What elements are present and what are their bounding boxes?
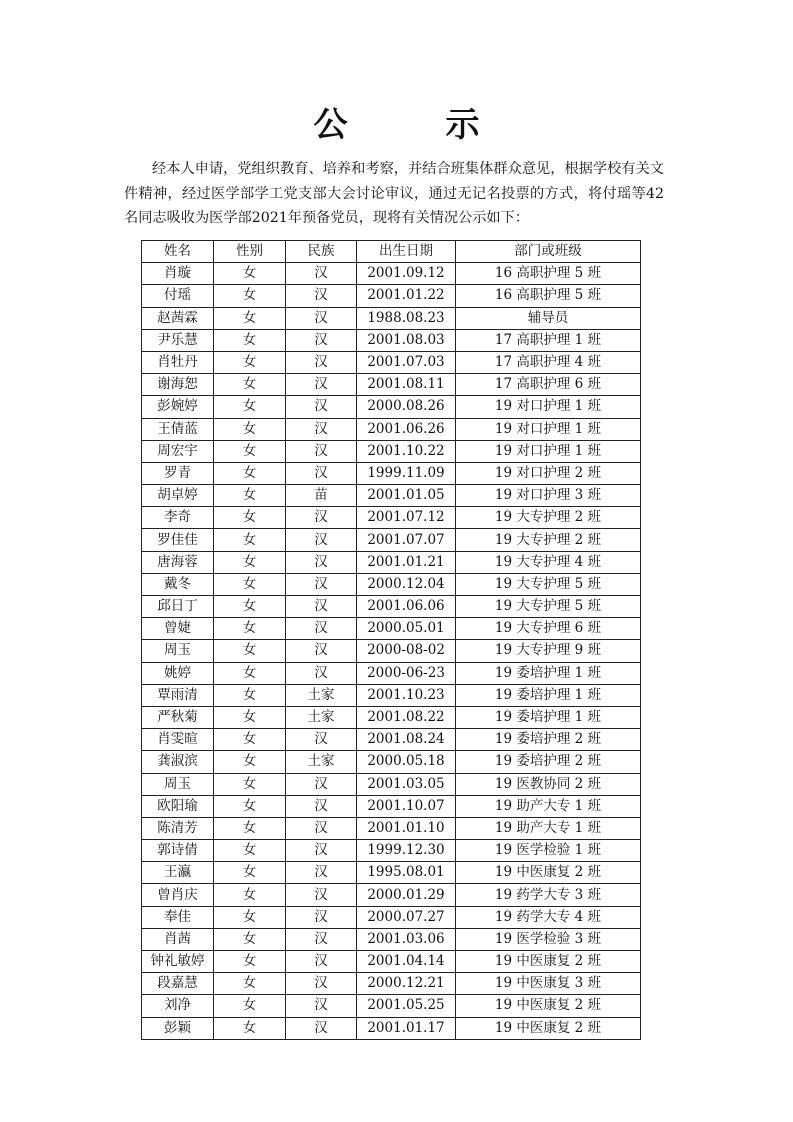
cell-ethnicity: 汉 [286,573,357,595]
cell-gender: 女 [214,640,286,662]
cell-ethnicity: 土家 [286,684,357,706]
cell-name: 王瀛 [142,862,214,884]
cell-birthdate: 2000.05.18 [357,751,456,773]
cell-class: 19 医学检验 3 班 [456,928,641,950]
cell-ethnicity: 汉 [286,840,357,862]
table-header-row [142,241,641,263]
cell-gender: 女 [214,462,286,484]
table-row [142,995,641,1017]
table-row [142,729,641,751]
cell-ethnicity: 汉 [286,596,357,618]
cell-class: 19 委培护理 2 班 [456,729,641,751]
cell-class: 19 对口护理 2 班 [456,462,641,484]
cell-ethnicity: 汉 [286,662,357,684]
cell-birthdate: 2001.03.05 [357,773,456,795]
cell-class: 19 对口护理 1 班 [456,418,641,440]
cell-name: 唐海蓉 [142,551,214,573]
cell-gender: 女 [214,618,286,640]
cell-name: 赵茜霖 [142,307,214,329]
header-name: 姓名 [142,241,214,263]
cell-birthdate: 2001.05.25 [357,995,456,1017]
table-row [142,485,641,507]
member-table [141,240,641,1040]
cell-gender: 女 [214,928,286,950]
cell-gender: 女 [214,973,286,995]
cell-gender: 女 [214,884,286,906]
cell-name: 邱日丁 [142,596,214,618]
table-row [142,817,641,839]
table-row [142,862,641,884]
cell-ethnicity: 汉 [286,928,357,950]
cell-gender: 女 [214,551,286,573]
cell-ethnicity: 汉 [286,329,357,351]
cell-ethnicity: 汉 [286,551,357,573]
table-row [142,440,641,462]
cell-ethnicity: 土家 [286,706,357,728]
table-row [142,640,641,662]
cell-class: 19 药学大专 4 班 [456,906,641,928]
cell-birthdate: 2001.07.03 [357,351,456,373]
cell-ethnicity: 汉 [286,307,357,329]
cell-gender: 女 [214,329,286,351]
cell-name: 姚婷 [142,662,214,684]
table-row [142,507,641,529]
cell-class: 17 高职护理 1 班 [456,329,641,351]
cell-gender: 女 [214,840,286,862]
cell-name: 钟礼敏婷 [142,951,214,973]
cell-birthdate: 2001.04.14 [357,951,456,973]
cell-gender: 女 [214,351,286,373]
table-row [142,529,641,551]
cell-name: 王倩蓝 [142,418,214,440]
table-row [142,329,641,351]
cell-name: 严秋菊 [142,706,214,728]
cell-class: 19 大专护理 4 班 [456,551,641,573]
cell-gender: 女 [214,573,286,595]
table-row [142,773,641,795]
cell-birthdate: 2001.10.07 [357,795,456,817]
cell-ethnicity: 苗 [286,485,357,507]
table-row [142,1017,641,1039]
cell-name: 胡卓婷 [142,485,214,507]
cell-class: 19 中医康复 2 班 [456,951,641,973]
cell-ethnicity: 汉 [286,285,357,307]
table-body [142,263,641,1040]
cell-class: 16 高职护理 5 班 [456,263,641,285]
cell-class: 19 委培护理 1 班 [456,662,641,684]
cell-name: 彭颖 [142,1017,214,1039]
cell-name: 奉佳 [142,906,214,928]
cell-birthdate: 2001.01.22 [357,285,456,307]
cell-gender: 女 [214,773,286,795]
cell-ethnicity: 汉 [286,862,357,884]
cell-birthdate: 2000-08-02 [357,640,456,662]
cell-gender: 女 [214,263,286,285]
cell-ethnicity: 汉 [286,951,357,973]
table-row [142,684,641,706]
cell-ethnicity: 汉 [286,640,357,662]
cell-ethnicity: 汉 [286,351,357,373]
cell-ethnicity: 汉 [286,462,357,484]
cell-class: 19 对口护理 3 班 [456,485,641,507]
table-row [142,596,641,618]
cell-class: 19 大专护理 5 班 [456,573,641,595]
cell-gender: 女 [214,729,286,751]
cell-name: 刘净 [142,995,214,1017]
cell-name: 肖雯暄 [142,729,214,751]
cell-class: 19 中医康复 2 班 [456,862,641,884]
cell-name: 肖茜 [142,928,214,950]
cell-gender: 女 [214,440,286,462]
cell-ethnicity: 汉 [286,729,357,751]
intro-text [124,157,664,231]
cell-gender: 女 [214,396,286,418]
cell-name: 曾婕 [142,618,214,640]
cell-birthdate: 2000.12.21 [357,973,456,995]
cell-gender: 女 [214,418,286,440]
cell-birthdate: 1988.08.23 [357,307,456,329]
cell-class: 19 中医康复 3 班 [456,973,641,995]
cell-birthdate: 1999.12.30 [357,840,456,862]
cell-birthdate: 2001.01.17 [357,1017,456,1039]
cell-ethnicity: 汉 [286,795,357,817]
cell-gender: 女 [214,862,286,884]
cell-birthdate: 2001.07.12 [357,507,456,529]
cell-birthdate: 2001.09.12 [357,263,456,285]
cell-class: 19 对口护理 1 班 [456,440,641,462]
cell-class: 19 助产大专 1 班 [456,795,641,817]
cell-class: 19 委培护理 1 班 [456,684,641,706]
cell-ethnicity: 汉 [286,1017,357,1039]
table-row [142,351,641,373]
cell-gender: 女 [214,817,286,839]
cell-gender: 女 [214,1017,286,1039]
cell-name: 罗佳佳 [142,529,214,551]
cell-birthdate: 2000-06-23 [357,662,456,684]
table-row [142,374,641,396]
cell-class: 19 大专护理 2 班 [456,529,641,551]
cell-ethnicity: 汉 [286,418,357,440]
cell-class: 19 对口护理 1 班 [456,396,641,418]
cell-ethnicity: 汉 [286,396,357,418]
cell-name: 周玉 [142,773,214,795]
cell-class: 19 委培护理 2 班 [456,751,641,773]
header-gender: 性别 [214,241,286,263]
table-row [142,706,641,728]
cell-gender: 女 [214,906,286,928]
cell-name: 段嘉慧 [142,973,214,995]
cell-gender: 女 [214,507,286,529]
table-row [142,951,641,973]
table-row [142,973,641,995]
cell-class: 19 委培护理 1 班 [456,706,641,728]
cell-birthdate: 2001.07.07 [357,529,456,551]
cell-class: 19 大专护理 2 班 [456,507,641,529]
cell-gender: 女 [214,485,286,507]
cell-ethnicity: 汉 [286,618,357,640]
cell-birthdate: 2000.12.04 [357,573,456,595]
cell-name: 罗青 [142,462,214,484]
cell-birthdate: 2001.01.21 [357,551,456,573]
cell-ethnicity: 汉 [286,773,357,795]
cell-gender: 女 [214,662,286,684]
cell-name: 周宏宇 [142,440,214,462]
cell-name: 覃雨清 [142,684,214,706]
cell-class: 19 中医康复 2 班 [456,1017,641,1039]
table-row [142,618,641,640]
cell-name: 付瑶 [142,285,214,307]
cell-birthdate: 2001.03.06 [357,928,456,950]
table-row [142,906,641,928]
cell-birthdate: 2001.10.22 [357,440,456,462]
page-title: 公 示 [313,105,512,145]
cell-ethnicity: 汉 [286,817,357,839]
cell-birthdate: 2000.01.29 [357,884,456,906]
cell-class: 19 医教协同 2 班 [456,773,641,795]
cell-birthdate: 1995.08.01 [357,862,456,884]
cell-class: 17 高职护理 4 班 [456,351,641,373]
cell-gender: 女 [214,307,286,329]
header-ethnicity: 民族 [286,241,357,263]
cell-gender: 女 [214,751,286,773]
cell-name: 欧阳瑜 [142,795,214,817]
cell-ethnicity: 汉 [286,995,357,1017]
cell-birthdate: 2000.07.27 [357,906,456,928]
cell-birthdate: 2001.08.11 [357,374,456,396]
table-row [142,795,641,817]
cell-class: 19 助产大专 1 班 [456,817,641,839]
cell-ethnicity: 汉 [286,973,357,995]
cell-class: 19 大专护理 5 班 [456,596,641,618]
table-row [142,662,641,684]
table-row [142,285,641,307]
cell-birthdate: 2001.10.23 [357,684,456,706]
table-row [142,840,641,862]
cell-class: 辅导员 [456,307,641,329]
header-class: 部门或班级 [456,241,641,263]
cell-ethnicity: 汉 [286,507,357,529]
cell-class: 17 高职护理 6 班 [456,374,641,396]
cell-ethnicity: 汉 [286,906,357,928]
cell-gender: 女 [214,374,286,396]
cell-gender: 女 [214,951,286,973]
cell-gender: 女 [214,529,286,551]
intro-paragraph: 经本人申请，党组织教育、培养和考察，并结合班集体群众意见，根据学校有关文件精神，经过医学部学工党支部大会讨论审议，通过无记名投票的方式，将付瑶等42名同志吸收为医学部2021年预备党员，现将有关情况公示如下： [124,161,664,226]
cell-name: 肖牡丹 [142,351,214,373]
cell-ethnicity: 土家 [286,751,357,773]
table-row [142,551,641,573]
cell-class: 19 大专护理 6 班 [456,618,641,640]
cell-name: 陈清芳 [142,817,214,839]
table-row [142,263,641,285]
table-row [142,396,641,418]
cell-birthdate: 2001.08.03 [357,329,456,351]
cell-birthdate: 2001.06.06 [357,596,456,618]
cell-birthdate: 2001.06.26 [357,418,456,440]
cell-gender: 女 [214,285,286,307]
cell-gender: 女 [214,995,286,1017]
table-row [142,928,641,950]
cell-birthdate: 2000.08.26 [357,396,456,418]
table-row [142,307,641,329]
cell-ethnicity: 汉 [286,374,357,396]
cell-ethnicity: 汉 [286,529,357,551]
cell-birthdate: 2001.01.10 [357,817,456,839]
cell-birthdate: 1999.11.09 [357,462,456,484]
cell-class: 19 大专护理 9 班 [456,640,641,662]
table-row [142,751,641,773]
cell-name: 彭婉婷 [142,396,214,418]
cell-name: 郭诗倩 [142,840,214,862]
cell-ethnicity: 汉 [286,884,357,906]
cell-class: 19 医学检验 1 班 [456,840,641,862]
table-row [142,884,641,906]
cell-class: 19 药学大专 3 班 [456,884,641,906]
header-birthdate: 出生日期 [357,241,456,263]
cell-class: 16 高职护理 5 班 [456,285,641,307]
cell-name: 曾肖庆 [142,884,214,906]
cell-gender: 女 [214,706,286,728]
table-row [142,573,641,595]
cell-name: 肖璇 [142,263,214,285]
cell-name: 尹乐慧 [142,329,214,351]
cell-gender: 女 [214,596,286,618]
cell-name: 谢海恕 [142,374,214,396]
cell-ethnicity: 汉 [286,263,357,285]
cell-birthdate: 2000.05.01 [357,618,456,640]
cell-birthdate: 2001.08.22 [357,706,456,728]
table-row [142,418,641,440]
cell-birthdate: 2001.08.24 [357,729,456,751]
cell-name: 戴冬 [142,573,214,595]
cell-class: 19 中医康复 2 班 [456,995,641,1017]
cell-name: 李奇 [142,507,214,529]
cell-ethnicity: 汉 [286,440,357,462]
cell-name: 周玉 [142,640,214,662]
cell-name: 龚淑滨 [142,751,214,773]
cell-birthdate: 2001.01.05 [357,485,456,507]
table-row [142,462,641,484]
cell-gender: 女 [214,795,286,817]
cell-gender: 女 [214,684,286,706]
